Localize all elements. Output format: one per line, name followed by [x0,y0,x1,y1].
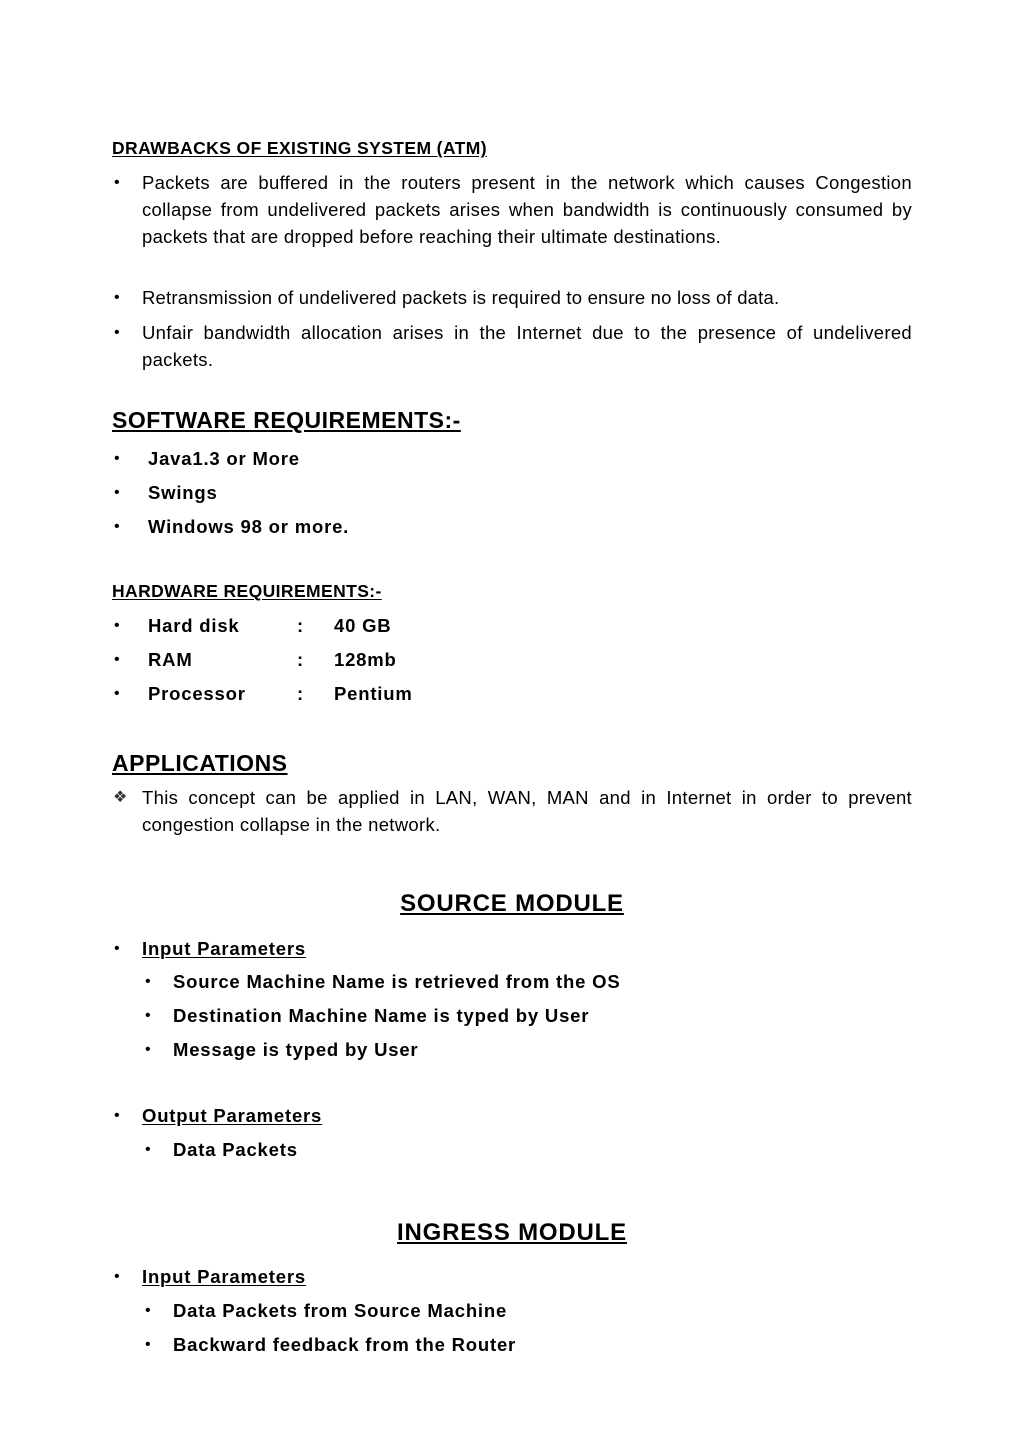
software-item: Windows 98 or more. [148,516,350,537]
hardware-label: RAM [148,649,193,670]
source-input-item: Message is typed by User [173,1039,419,1060]
hardware-heading: HARDWARE REQUIREMENTS:- [112,581,382,601]
bullet: • [145,1336,151,1353]
hardware-separator: : [297,683,304,704]
bullet: • [114,289,120,306]
drawback-item-1: Packets are buffered in the routers present in the network which causes Congestion collapse from undelivered packets arises when bandwidth is continuously consumed by packets that are dropped before reaching their ultimate destinations. [142,172,912,247]
bullet: • [114,518,120,535]
ingress-input-item: Backward feedback from the Router [173,1334,517,1355]
applications-heading: APPLICATIONS [112,750,288,776]
bullet: • [145,1007,151,1024]
hardware-value: 40 GB [334,615,392,636]
hardware-value: 128mb [334,649,397,670]
bullet: • [114,1268,120,1285]
bullet: • [114,617,120,634]
bullet: • [114,174,120,191]
drawbacks-heading: DRAWBACKS OF EXISTING SYSTEM (ATM) [112,138,487,158]
drawback-item-2: Retransmission of undelivered packets is required to ensure no loss of data. [142,287,780,308]
bullet: • [114,651,120,668]
hardware-separator: : [297,615,304,636]
hardware-separator: : [297,649,304,670]
ingress-input-label: Input Parameters [142,1266,306,1287]
ingress-input-item: Data Packets from Source Machine [173,1300,508,1321]
source-output-label: Output Parameters [142,1105,323,1126]
diamond-bullet-icon: ❖ [113,789,128,806]
bullet: • [114,450,120,467]
software-item: Swings [148,482,218,503]
applications-text: This concept can be applied in LAN, WAN, MAN and in Internet in order to prevent congestion collapse in the network. [142,787,912,835]
source-input-item: Destination Machine Name is typed by User [173,1005,590,1026]
software-heading: SOFTWARE REQUIREMENTS:- [112,407,461,433]
drawback-item-3: Unfair bandwidth allocation arises in the Internet due to the presence of undelivered packets. [142,322,912,370]
software-item: Java1.3 or More [148,448,300,469]
source-module-title: SOURCE MODULE [400,890,624,917]
source-output-item: Data Packets [173,1139,298,1160]
bullet: • [114,940,120,957]
hardware-label: Processor [148,683,246,704]
bullet: • [114,484,120,501]
source-input-item: Source Machine Name is retrieved from the OS [173,971,621,992]
bullet: • [114,685,120,702]
bullet: • [145,1302,151,1319]
bullet: • [145,1141,151,1158]
bullet: • [145,1041,151,1058]
bullet: • [114,1107,120,1124]
hardware-value: Pentium [334,683,413,704]
source-input-label: Input Parameters [142,938,306,959]
bullet: • [114,324,120,341]
ingress-module-title: INGRESS MODULE [397,1219,627,1246]
hardware-label: Hard disk [148,615,240,636]
bullet: • [145,973,151,990]
